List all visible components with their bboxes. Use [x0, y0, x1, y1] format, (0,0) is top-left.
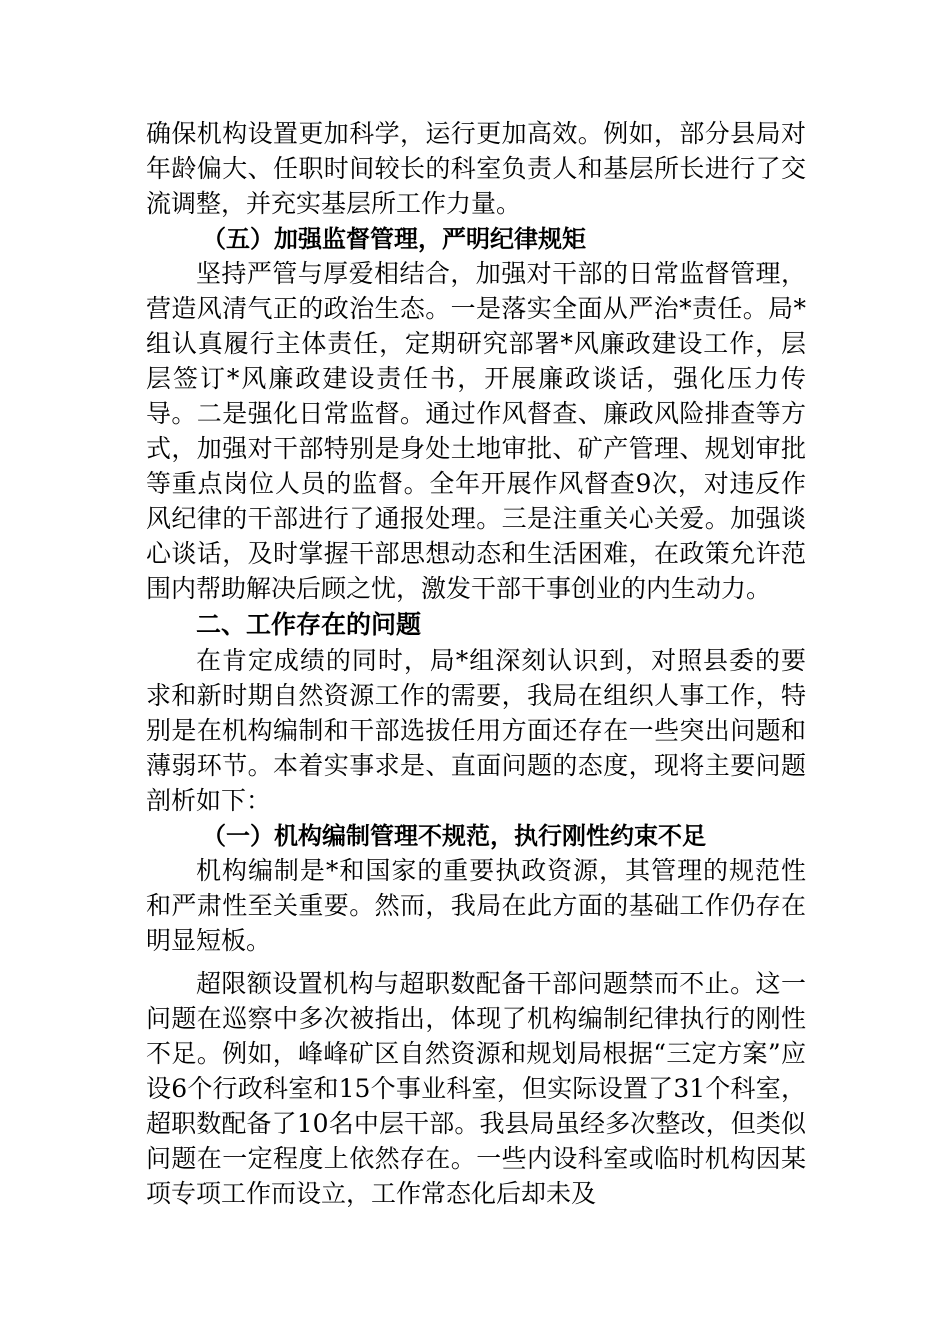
section-subheading-one: （一）机构编制管理不规范，执行刚性约束不足	[202, 821, 706, 850]
body-paragraph-continued: 确保机构设置更加科学，运行更加高效。例如，部分县局对年龄偏大、任职时间较长的科室负责人和基层所长进行了交流调整，并充实基层所工作力量。	[146, 119, 806, 218]
section-subheading-five: （五）加强监督管理，严明纪律规矩	[202, 224, 586, 253]
body-paragraph-problems-intro: 在肯定成绩的同时，局*组深刻认识到，对照县委的要求和新时期自然资源工作的需要，我局在组织人事工作，特别是在机构编制和干部选拔任用方面还存在一些突出问题和薄弱环节。本着实事求是、直面问题的态度，现将主要问题剖析如下：	[146, 646, 806, 815]
body-paragraph-supervision: 坚持严管与厚爱相结合，加强对干部的日常监督管理，营造风清气正的政治生态。一是落实全面从严治*责任。局*组认真履行主体责任，定期研究部署*风廉政建设工作，层层签订*风廉政建设责任书，开展廉政谈话，强化压力传导。二是强化日常监督。通过作风督查、廉政风险排查等方式，加强对干部特别是身处土地审批、矿产管理、规划审批等重点岗位人员的监督。全年开展作风督查9次，对违反作风纪律的干部进行了通报处理。三是注重关心关爱。加强谈心谈话，及时掌握干部思想动态和生活困难，在政策允许范围内帮助解决后顾之忧，激发干部干事创业的内生动力。	[146, 259, 806, 603]
body-paragraph-over-quota: 超限额设置机构与超职数配备干部问题禁而不止。这一问题在巡察中多次被指出，体现了机构编制纪律执行的刚性不足。例如，峰峰矿区自然资源和规划局根据“三定方案”应设6个行政科室和15个事业科室，但实际设置了31个科室，超职数配备了10名中层干部。我县局虽经多次整改，但类似问题在一定程度上依然存在。一些内设科室或临时机构因某项专项工作而设立，工作常态化后却未及	[146, 969, 806, 1208]
body-paragraph-staffing-intro: 机构编制是*和国家的重要执政资源，其管理的规范性和严肃性至关重要。然而，我局在此方面的基础工作仍存在明显短板。	[146, 856, 806, 955]
document-body	[146, 116, 806, 1211]
section-heading-problems: 二、工作存在的问题	[196, 610, 422, 639]
